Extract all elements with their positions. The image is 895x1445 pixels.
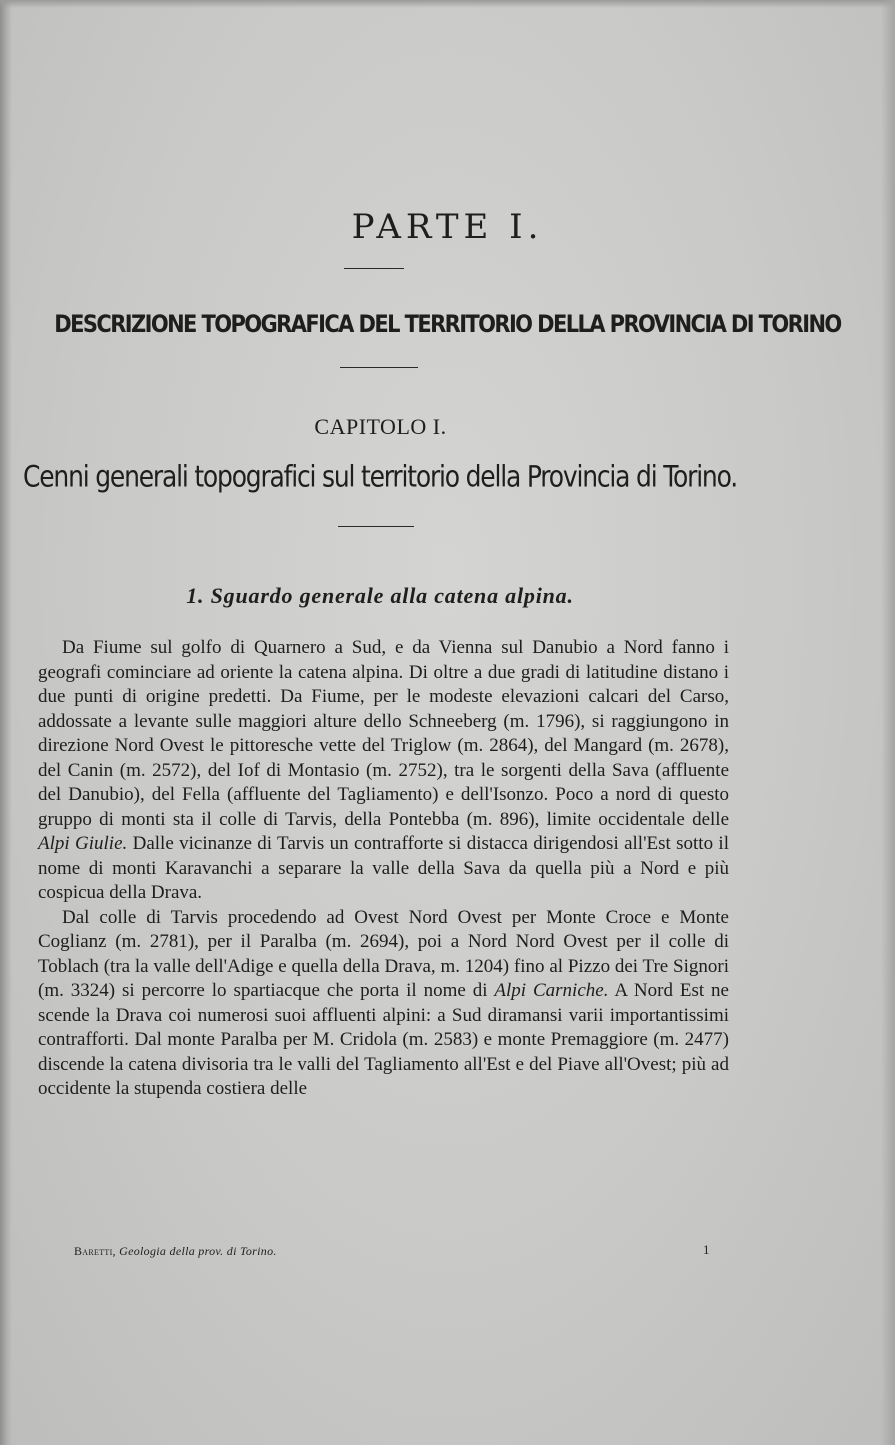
part-title: PARTE I.: [351, 207, 544, 247]
subsection-title: 1. Sguardo generale alla catena alpina.: [186, 583, 574, 608]
divider-rule: [338, 526, 414, 527]
section-title: DESCRIZIONE TOPOGRAFICA DEL TERRITORIO DELLA PROVINCIA DI TORINO: [54, 310, 841, 338]
signature-number: 1: [703, 1242, 710, 1257]
paragraph-text: A Nord Est ne scende la Drava coi numerosi suoi affluenti alpini: a Sud diramansi varii importantissimi contrafforti. Dal monte Paralba per M. Cridola (m. 2583) e monte Premaggiore (m. 2477) discende la catena divisoria tra le valli del Tagliamento all'Est e del Piave all'Ovest; più ad occidente la stupenda costiera delle: [38, 980, 729, 1099]
paragraph: [38, 906, 729, 1102]
chapter-title: Cenni generali topografici sul territorio della Provincia di Torino.: [23, 459, 737, 494]
footer-author: Baretti,: [74, 1244, 116, 1258]
paragraph-text: Da Fiume sul golfo di Quarnero a Sud, e da Vienna sul Danubio a Nord fanno i geografi cominciare ad oriente la catena alpina. Di oltre a due gradi di latitudine distano i due punti di origine predetti. Da Fiume, per le modeste elevazioni calcari del Carso, addossate a levante sulle maggiori alture dello Schneeberg (m. 1796), si raggiungono in direzione Nord Ovest le pittoresche vette del Triglow (m. 2864), del Mangard (m. 2678), del Canin (m. 2572), del Iof di Montasio (m. 2752), tra le sorgenti della Sava (affluente del Danubio), del Fella (affluente del Tagliamento) e dell'Isonzo. Poco a nord di questo gruppo di monti sta il colle di Tarvis, della Pontebba (m. 896), limite occidentale delle: [38, 637, 729, 830]
divider-rule: [344, 268, 404, 269]
page-footer: [74, 1244, 277, 1259]
paragraph-text: Dal colle di Tarvis procedendo ad Ovest Nord Ovest per Monte Croce e Monte Coglianz (m. 2781), per il Paralba (m. 2694), poi a Nord Nord Ovest per il colle di Toblach (tra la valle dell'Adige e quella della Drava, m. 1204) fino al Pizzo dei Tre Signori (m. 3324) si percorre lo spartiacque che porta il nome di: [38, 906, 729, 1001]
paragraph-text: Dalle vicinanze di Tarvis un contrafforte si distacca dirigendosi all'Est sotto il nome di monti Karavanchi a separare la valle della Sava da quella più a Nord e più cospicua della Drava.: [38, 833, 729, 903]
chapter-label: [0, 414, 760, 440]
divider-rule: [340, 367, 418, 368]
page-shadow-top: [0, 0, 895, 8]
body-text: [38, 636, 729, 1102]
paragraph-italic-term: Alpi Carniche.: [494, 980, 609, 1001]
chapter-label-text: CAPITOLO I.: [314, 414, 447, 439]
footer-work: Geologia della prov. di Torino.: [119, 1244, 277, 1258]
paragraph-italic-term: Alpi Giulie.: [38, 833, 128, 854]
paragraph: [38, 636, 729, 906]
